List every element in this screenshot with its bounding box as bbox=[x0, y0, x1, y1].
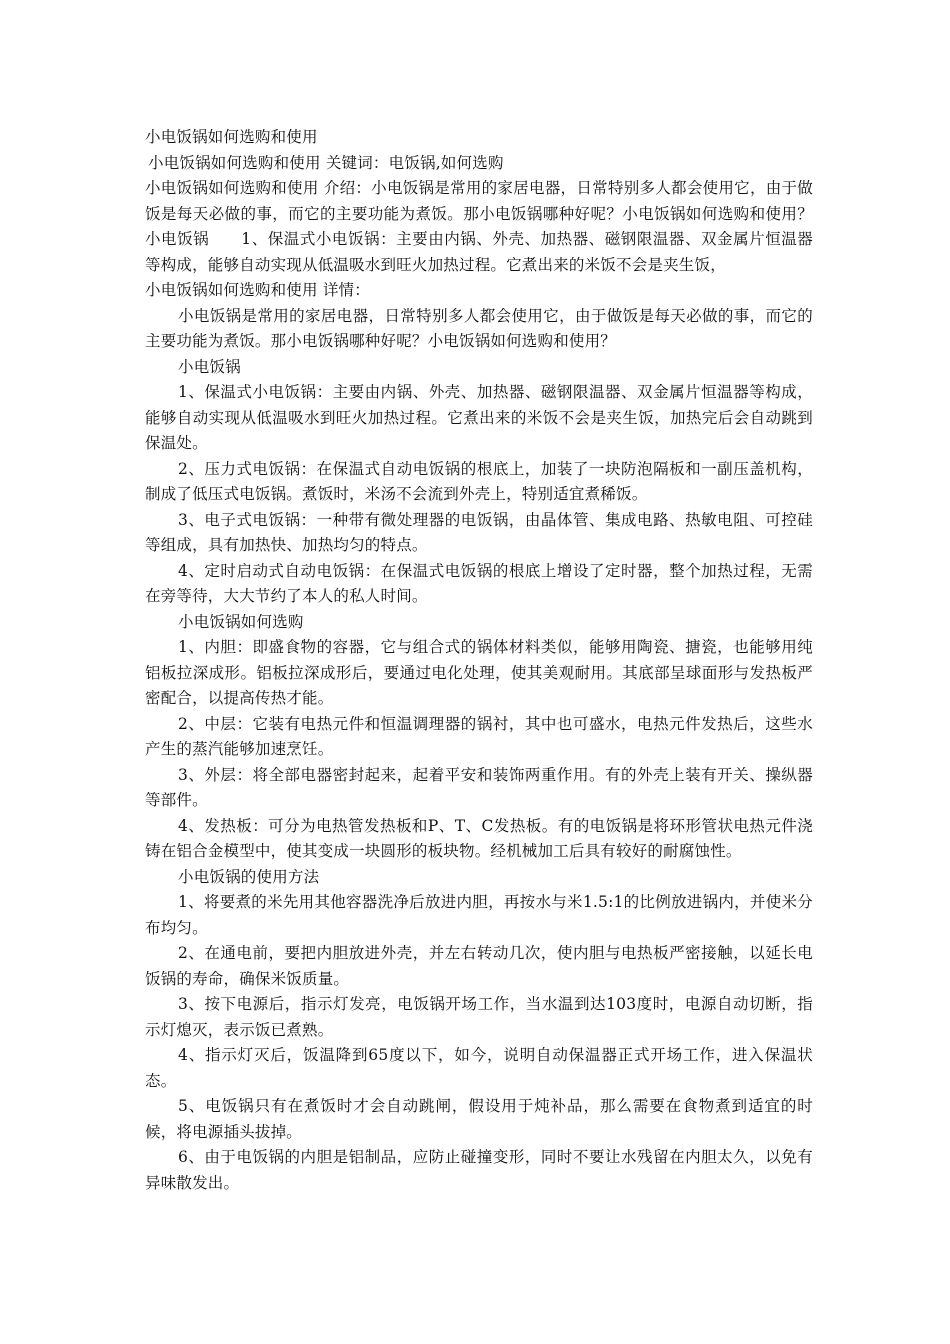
list-item: 2、中层：它装有电热元件和恒温调理器的锅衬，其中也可盛水，电热元件发热后，这些水产生的蒸汽能够加速烹饪。 bbox=[145, 714, 813, 758]
section-heading-selection: 小电饭锅如何选购 bbox=[178, 612, 304, 631]
list-item: 2、压力式电饭锅：在保温式自动电饭锅的根底上，加装了一块防泡隔板和一副压盖机构，制成了低压式电饭锅。煮饭时，米汤不会流到外壳上，特别适宜煮稀饭。 bbox=[145, 459, 813, 503]
list-item: 4、指示灯灭后，饭温降到65度以下，如今，说明自动保温器正式开场工作，进入保温状态。 bbox=[145, 1046, 813, 1090]
section-heading-types: 小电饭锅 bbox=[178, 357, 241, 376]
list-item: 5、电饭锅只有在煮饭时才会自动跳闸，假设用于炖补品，那么需要在食物煮到适宜的时候，将电源插头拔掉。 bbox=[145, 1097, 813, 1141]
details-label: 小电饭锅如何选购和使用 详情： bbox=[145, 281, 370, 299]
list-item: 4、发热板：可分为电热管发热板和P、T、C发热板。有的电饭锅是将环形管状电热元件浇铸在铝合金模型中，使其变成一块圆形的板块物。经机械加工后具有较好的耐腐蚀性。 bbox=[145, 816, 813, 860]
list-item: 1、内胆：即盛食物的容器，它与组合式的锅体材料类似，能够用陶瓷、搪瓷，也能够用纯铝板拉深成形。铝板拉深成形后，要通过电化处理，使其美观耐用。其底部呈球面形与发热板严密配合，以提高传热才能。 bbox=[145, 638, 813, 707]
intro-paragraph: 小电饭锅如何选购和使用 介绍：小电饭锅是常用的家居电器，日常特别多人都会使用它，由于做饭是每天必做的事，而它的主要功能为煮饭。那小电饭锅哪种好呢？小电饭锅如何选购和使用？ 小电饭锅 1、保温式小电饭锅：主要由内锅、外壳、加热器、磁钢限温器、双金属片恒温器等构成，能够自动实现从低温吸水到旺火加热过程。它煮出来的米饭不会是夹生饭， bbox=[145, 179, 845, 274]
document-page bbox=[145, 125, 845, 1196]
list-item: 1、保温式小电饭锅：主要由内锅、外壳、加热器、磁钢限温器、双金属片恒温器等构成，能够自动实现从低温吸水到旺火加热过程。它煮出来的米饭不会是夹生饭，加热完后会自动跳到保温处。 bbox=[145, 383, 813, 452]
list-item: 2、在通电前，要把内胆放进外壳，并左右转动几次，使内胆与电热板严密接触，以延长电饭锅的寿命，确保米饭质量。 bbox=[145, 944, 813, 988]
list-item: 3、外层：将全部电器密封起来，起着平安和装饰两重作用。有的外壳上装有开关、操纵器等部件。 bbox=[145, 765, 813, 809]
document-title: 小电饭锅如何选购和使用 bbox=[145, 128, 318, 146]
list-item: 3、按下电源后，指示灯发亮，电饭锅开场工作，当水温到达103度时，电源自动切断，指示灯熄灭，表示饭已煮熟。 bbox=[145, 995, 813, 1039]
list-item: 1、将要煮的米先用其他容器洗净后放进内胆，再按水与米1.5:1的比例放进锅内，并使米分布均匀。 bbox=[145, 893, 813, 937]
list-item: 4、定时启动式自动电饭锅：在保温式电饭锅的根底上增设了定时器，整个加热过程，无需在旁等待，大大节约了本人的私人时间。 bbox=[145, 561, 813, 605]
keywords-line: 小电饭锅如何选购和使用 关键词：电饭锅,如何选购 bbox=[148, 153, 504, 172]
section-heading-usage: 小电饭锅的使用方法 bbox=[178, 867, 320, 886]
list-item: 3、电子式电饭锅：一种带有微处理器的电饭锅，由晶体管、集成电路、热敏电阻、可控硅等组成，具有加热快、加热均匀的特点。 bbox=[145, 510, 813, 554]
list-item: 6、由于电饭锅的内胆是铝制品，应防止碰撞变形，同时不要让水残留在内胆太久，以免有异味散发出。 bbox=[145, 1148, 813, 1192]
details-paragraph: 小电饭锅是常用的家居电器，日常特别多人都会使用它，由于做饭是每天必做的事，而它的主要功能为煮饭。那小电饭锅哪种好呢？小电饭锅如何选购和使用？ bbox=[145, 306, 813, 350]
